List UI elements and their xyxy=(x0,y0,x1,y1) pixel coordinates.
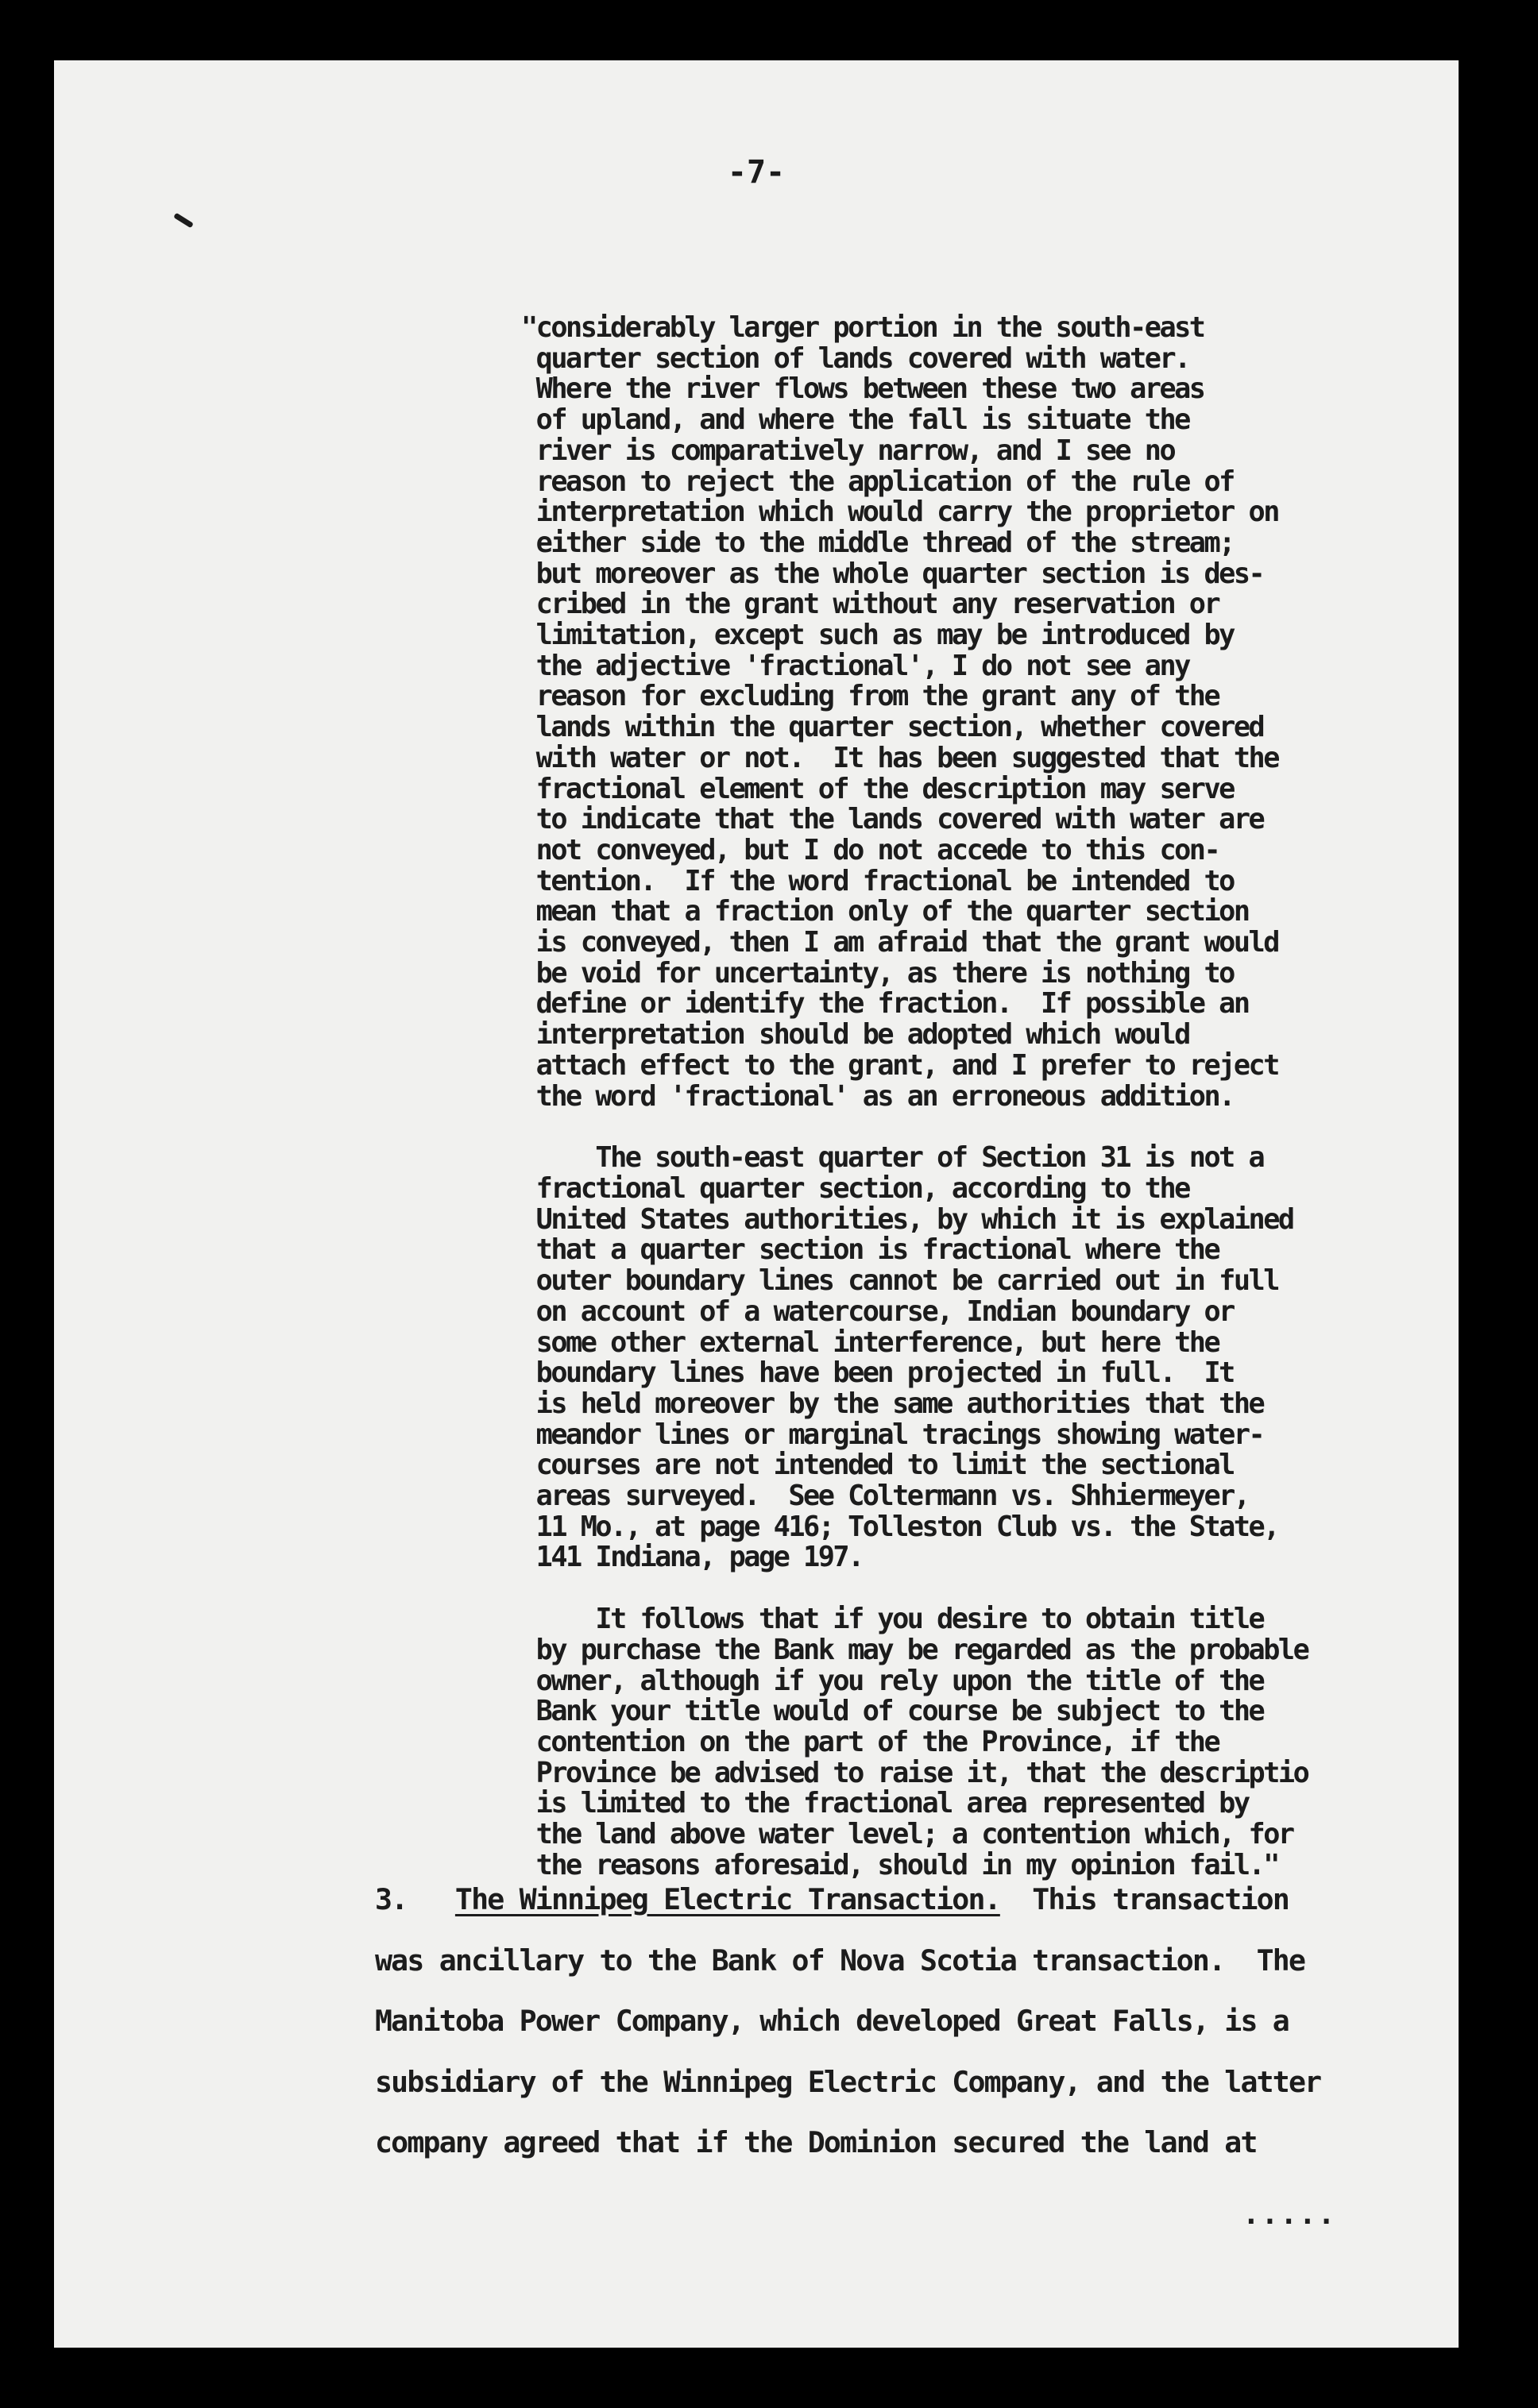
quoted-opinion xyxy=(521,313,1459,1881)
quote-paragraph-3: It follows that if you desire to obtain title by purchase the Bank may be regarded as the probable owner, although if you rely upon the title of the Bank your title would of course be subject to the contention on the part of the Province, if the Province be advised to raise it, that the descriptio is limited to the fractional area represented by the land above water level; a contention which, for the reasons aforesaid, should in my opinion fail." xyxy=(535,1603,1308,1881)
quote-paragraph-1: "considerably larger portion in the south-east quarter section of lands covered with water. Where the river flows between these two areas of upland, and where the fall is situate the river is comparatively narrow, and I see no reason to reject the application of the rule of interpretation which would carry the proprietor on either side to the middle thread of the stream; but moreover as the whole quarter section is des- cribed in the grant without any reservation or limitation, except such as may be introduced by the adjective 'fractional', I do not see any reason for excluding from the grant any of the lands within the quarter section, whether covered with water or not. It has been suggested that the fractional element of the description may serve to indicate that the lands covered with water are not conveyed, but I do not accede to this con- tention. If the word fractional be intended to mean that a fraction only of the quarter section is conveyed, then I am afraid that the grant would be void for uncertainty, as there is nothing to define or identify the fraction. If possible an interpretation should be adopted which would attach effect to the grant, and I prefer to reject the word 'fractional' as an erroneous addition. xyxy=(521,311,1278,1113)
section-number: 3. xyxy=(375,1882,408,1916)
section-first-line-rest: This transaction xyxy=(999,1882,1289,1916)
section-3 xyxy=(375,1870,1455,2174)
continuation-mark: ..... xyxy=(1242,2198,1337,2231)
section-line-3: Manitoba Power Company, which developed Great Falls, is a xyxy=(375,2004,1289,2038)
section-line-4: subsidiary of the Winnipeg Electric Company, and the latter xyxy=(375,2064,1321,2099)
section-first-line xyxy=(375,1870,1455,1931)
quote-paragraph-2: The south-east quarter of Section 31 is not a fractional quarter section, according to the United States authorities, by which it is explained that a quarter section is fractional where the outer boundary lines cannot be carried out in full on account of a watercourse, Indian boundary or some other external interference, but here the boundary lines have been projected in full. It is held moreover by the same authorities that the meandor lines or marginal tracings showing water- courses are not intended to limit the sectional areas surveyed. See Coltermann vs. Shhiermeyer, 11 Mo., at page 416; Tolleston Club vs. the State, 141 Indiana, page 197. xyxy=(535,1141,1293,1574)
page-number: -7- xyxy=(727,154,786,191)
section-line-5: company agreed that if the Dominion secured the land at xyxy=(375,2125,1257,2159)
section-heading: The Winnipeg Electric Transaction. xyxy=(454,1882,1000,1916)
section-line-2: was ancillary to the Bank of Nova Scotia transaction. The xyxy=(375,1943,1305,1978)
stray-mark xyxy=(173,213,194,229)
document-page xyxy=(54,60,1459,2348)
